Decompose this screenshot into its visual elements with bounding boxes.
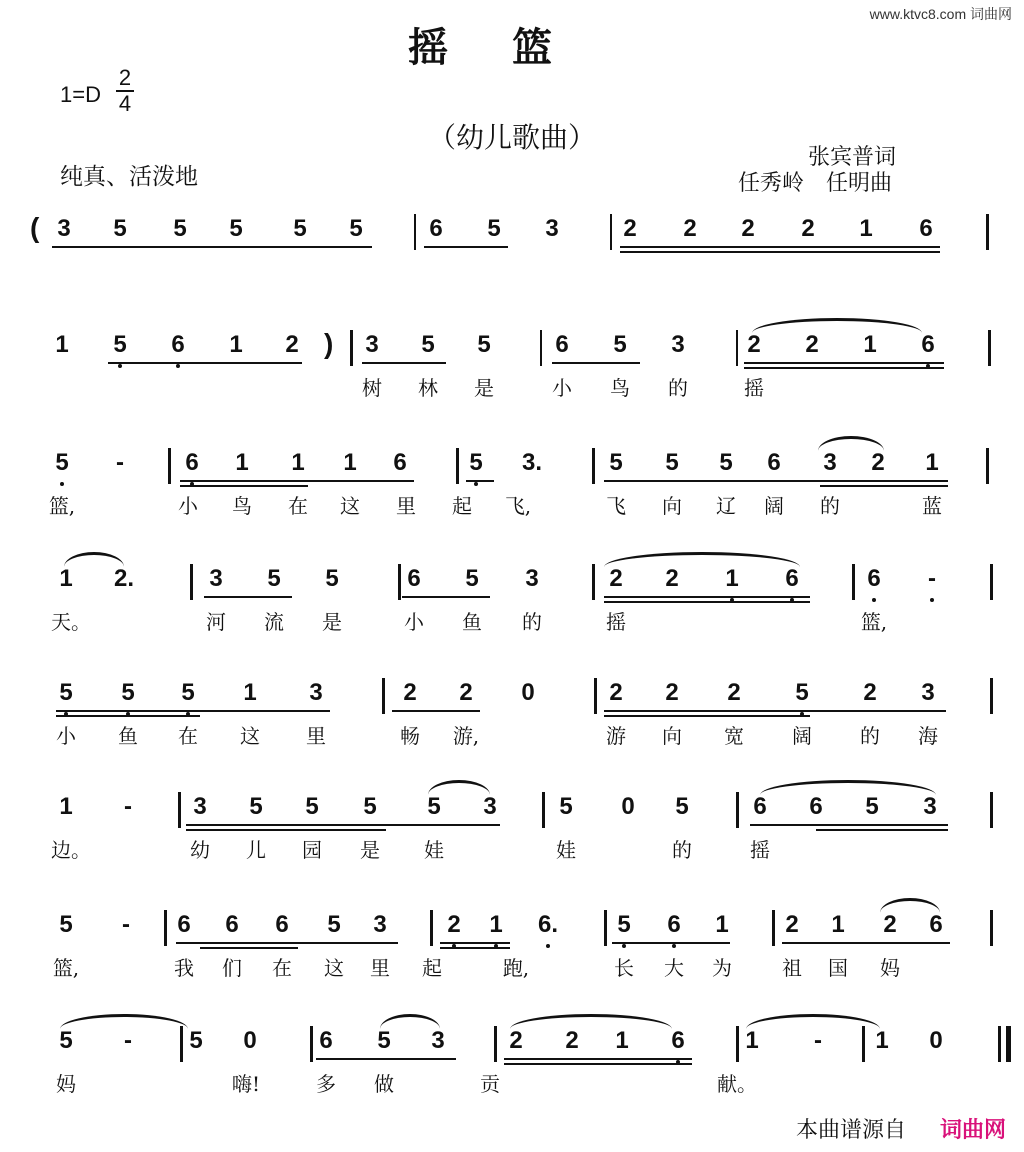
slur-arc [510,1014,672,1029]
jianpu-note: 3 [525,565,539,592]
underline-beam [604,715,810,717]
bar-line [350,330,353,366]
time-sig-bottom: 4 [118,91,132,116]
lyric-char: 跑, [502,956,530,980]
lyric-char: 飞, [504,494,532,518]
bar-line [164,910,167,946]
bar-line [382,678,385,714]
underline-beam [362,362,446,364]
underline-beam [612,942,730,944]
lyric-char: 妈 [880,956,900,980]
lyric-char: 献。 [717,1072,757,1096]
lyric-char: 做 [374,1072,394,1096]
jianpu-note: 1 [615,1027,629,1054]
jianpu-note: 1 [243,679,257,706]
lyric-char: 的 [522,610,542,634]
jianpu-note: 1 [59,793,73,820]
lyric-char: 多 [316,1072,336,1096]
lyric-char: 篮, [48,494,76,518]
bar-line [542,792,545,828]
underline-beam [56,710,330,712]
bar-line [986,448,989,484]
jianpu-note: 6 [177,911,191,938]
jianpu-note: 5 [461,448,491,478]
jianpu-note: 5 [421,331,435,358]
lyric-char: 河 [206,610,226,634]
lyric-char: 蓝 [922,494,942,518]
bar-line [736,792,739,828]
jianpu-note: 5 [59,1027,73,1054]
slur-arc [64,552,124,567]
jianpu-note: 2 [403,679,417,706]
jianpu-note: 5 [113,678,143,708]
jianpu-note: 5 [267,565,281,592]
jianpu-note: 6 [177,448,207,478]
lyric-char: 天。 [51,610,91,634]
jianpu-note: 6 [659,910,689,940]
jianpu-note: 6 [319,1027,333,1054]
jianpu-note: 0 [521,679,535,706]
lyric-char: 这 [324,956,344,980]
underline-beam [750,824,948,826]
lyric-char: 在 [272,956,292,980]
jianpu-note: 5 [609,449,623,476]
jianpu-note: 6 [429,215,443,242]
jianpu-note: 5 [293,215,307,242]
lyric-char: 小 [178,494,198,518]
jianpu-note: 3 [209,565,223,592]
jianpu-note: 6 [393,449,407,476]
bracket: ( [30,212,40,243]
jianpu-note: 5 [613,331,627,358]
jianpu-note: 2 [509,1027,523,1054]
bar-line [610,214,612,250]
lyric-char: 嗨! [231,1072,261,1096]
lyric-char: 是 [322,610,342,634]
slur-arc [428,780,490,795]
bar-line [168,448,171,484]
bar-line [736,1026,739,1062]
jianpu-note: - [814,1027,822,1054]
underline-beam [176,942,398,944]
lyric-char: 篮, [52,956,80,980]
bar-line [990,678,993,714]
underline-beam [180,480,414,482]
bar-line [494,1026,497,1062]
bar-line [990,910,993,946]
lyric-char: 边。 [51,838,91,862]
jianpu-note: 5 [51,678,81,708]
underline-beam [604,710,946,712]
time-signature [116,66,134,116]
underline-beam [108,362,302,364]
bar-line [998,1026,1001,1062]
lyric-char: 儿 [246,838,266,862]
jianpu-note: 5 [173,215,187,242]
lyric-char: 阔 [792,724,812,748]
jianpu-note: 6. [533,910,563,940]
jianpu-note: 2 [741,215,755,242]
song-subtitle: （幼儿歌曲） [427,121,596,154]
lyric-char: 篮, [860,610,888,634]
lyric-char: 的 [860,724,880,748]
underline-beam [552,362,640,364]
lyricist-credit: 张宾普词 [808,145,897,170]
bar-line [772,910,775,946]
lyric-char: 里 [396,494,416,518]
jianpu-note: 1 [343,449,357,476]
jianpu-note: 2 [871,449,885,476]
lyric-char: 鸟 [610,376,630,400]
lyric-char: 大 [664,956,684,980]
jianpu-note: 3 [373,911,387,938]
bar-line [862,1026,865,1062]
bar-line [604,910,607,946]
jianpu-note: 1 [925,449,939,476]
lyric-char: 鸟 [232,494,252,518]
lyric-char: 我 [174,956,194,980]
lyric-char: 飞 [606,494,626,518]
jianpu-note: 1 [481,910,511,940]
lyric-char: 国 [828,956,848,980]
slur-arc [752,318,922,333]
jianpu-note: 3. [521,449,542,476]
site-watermark: www.ktvc8.com 词曲网 [869,6,1012,22]
jianpu-note: 6 [663,1026,693,1056]
jianpu-note: 5 [609,910,639,940]
jianpu-note: 5 [173,678,203,708]
slur-arc [604,552,800,567]
jianpu-note: 3 [365,331,379,358]
bar-line [414,214,416,250]
jianpu-note: 2 [683,215,697,242]
jianpu-note: 5 [105,330,135,360]
lyric-char: 在 [178,724,198,748]
jianpu-note: 3 [545,215,559,242]
footer-source: 本曲谱源自 [795,1118,906,1143]
jianpu-note: 1 [875,1027,889,1054]
jianpu-note: 5 [249,793,263,820]
underline-beam [440,947,510,949]
bar-line [736,330,738,366]
underline-beam [604,596,810,598]
bar-line [310,1026,313,1062]
slur-arc [818,436,884,451]
lyric-char: 的 [820,494,840,518]
bar-line [986,214,989,250]
jianpu-note: 2 [623,215,637,242]
jianpu-note: 2 [665,679,679,706]
underline-beam [604,601,810,603]
bar-line [180,1026,183,1062]
jianpu-note: 2 [805,331,819,358]
lyric-char: 摇 [606,610,626,634]
jianpu-note: 5 [665,449,679,476]
lyric-char: 起 [452,494,472,518]
bar-line [540,330,542,366]
jianpu-note: 6 [777,564,807,594]
underline-beam [504,1063,692,1065]
jianpu-note: 5 [325,565,339,592]
lyric-char: 辽 [716,494,736,518]
jianpu-note: 6 [913,330,943,360]
jianpu-note: 6 [859,564,889,594]
jianpu-note: 2 [727,679,741,706]
bar-line [990,564,993,600]
jianpu-note: 1 [59,565,73,592]
lyric-char: 向 [662,494,682,518]
jianpu-note: 3 [823,449,837,476]
jianpu-note: 6 [407,565,421,592]
jianpu-note: 1 [55,331,69,358]
lyric-char: 林 [418,376,438,400]
lyric-char: 们 [222,956,242,980]
bar-line [190,564,193,600]
jianpu-note: 6 [275,911,289,938]
underline-beam [56,715,200,717]
underline-beam [782,942,950,944]
jianpu-note: 5 [305,793,319,820]
jianpu-note: 2 [609,565,623,592]
underline-beam [466,480,494,482]
lyric-char: 里 [306,724,326,748]
lyric-char: 是 [474,376,494,400]
jianpu-note: - [122,911,130,938]
jianpu-note: - [124,793,132,820]
jianpu-note: 3 [671,331,685,358]
bar-line [178,792,181,828]
jianpu-note: 1 [715,911,729,938]
jianpu-note: 3 [431,1027,445,1054]
jianpu-note: 5 [189,1027,203,1054]
slur-arc [760,780,936,795]
jianpu-note: 5 [229,215,243,242]
lyric-char: 这 [240,724,260,748]
jianpu-note: - [124,1027,132,1054]
final-bar-line [1006,1026,1011,1062]
underline-beam [316,1058,456,1060]
slur-arc [880,898,940,913]
lyric-char: 小 [552,376,572,400]
jianpu-note: 6 [555,331,569,358]
song-title: 摇篮 [408,24,616,71]
jianpu-note: 2 [439,910,469,940]
jianpu-note: 1 [831,911,845,938]
jianpu-note: 0 [243,1027,257,1054]
underline-beam [620,246,940,248]
jianpu-note: 5 [787,678,817,708]
lyric-char: 幼 [190,838,210,862]
underline-beam [52,246,372,248]
jianpu-note: 1 [745,1027,759,1054]
jianpu-note: 3 [921,679,935,706]
jianpu-note: 2 [747,331,761,358]
bar-line [592,448,595,484]
jianpu-note: 2 [785,911,799,938]
bar-line [594,678,597,714]
jianpu-note: 2 [285,331,299,358]
lyric-char: 鱼 [118,724,138,748]
lyric-char: 摇 [750,838,770,862]
jianpu-note: - [917,564,947,594]
slur-arc [380,1014,440,1029]
lyric-char: 娃 [556,838,576,862]
lyric-char: 起 [422,956,442,980]
jianpu-note: 5 [427,793,441,820]
jianpu-note: 2 [565,1027,579,1054]
bar-line [456,448,459,484]
bar-line [398,564,401,600]
lyric-char: 阔 [764,494,784,518]
jianpu-note: 2 [863,679,877,706]
lyric-char: 小 [404,610,424,634]
bar-line [990,792,993,828]
underline-beam [744,367,944,369]
jianpu-note: 2 [609,679,623,706]
slur-arc [60,1014,188,1029]
jianpu-note: 6 [809,793,823,820]
jianpu-note: 5 [719,449,733,476]
lyric-char: 海 [918,724,938,748]
jianpu-note: 2 [459,679,473,706]
jianpu-note: 5 [327,911,341,938]
lyric-char: 长 [614,956,634,980]
underline-beam [402,596,490,598]
underline-beam [744,362,944,364]
jianpu-note: 1 [291,449,305,476]
lyric-char: 流 [264,610,284,634]
slur-arc [746,1014,880,1029]
underline-beam [200,947,298,949]
jianpu-note: 0 [621,793,635,820]
underline-beam [186,824,500,826]
jianpu-note: - [116,449,124,476]
jianpu-note: 5 [465,565,479,592]
jianpu-note: 6 [767,449,781,476]
jianpu-note: 6 [919,215,933,242]
bar-line [592,564,595,600]
jianpu-note: 5 [487,215,501,242]
lyric-char: 向 [662,724,682,748]
jianpu-note: 6 [929,911,943,938]
jianpu-note: 1 [235,449,249,476]
lyric-char: 树 [362,376,382,400]
time-sig-top: 2 [118,65,132,90]
lyric-char: 娃 [424,838,444,862]
underline-beam [620,251,940,253]
lyric-char: 的 [672,838,692,862]
jianpu-note: 5 [675,793,689,820]
lyric-char: 这 [340,494,360,518]
jianpu-note: 1 [229,331,243,358]
underline-beam [440,942,510,944]
jianpu-note: 1 [717,564,747,594]
bar-line [430,910,433,946]
lyric-char: 是 [360,838,380,862]
lyric-char: 鱼 [462,610,482,634]
jianpu-note: 5 [377,1027,391,1054]
lyric-char: 摇 [744,376,764,400]
jianpu-note: 5 [349,215,363,242]
lyric-char: 为 [712,956,732,980]
underline-beam [816,829,948,831]
jianpu-note: 1 [859,215,873,242]
underline-beam [186,829,386,831]
bar-line [988,330,991,366]
jianpu-note: 2 [883,911,897,938]
jianpu-note: 5 [559,793,573,820]
tempo-marking: 纯真、活泼地 [60,164,198,190]
jianpu-note: 3 [193,793,207,820]
lyric-char: 祖 [782,956,802,980]
lyric-char: 的 [668,376,688,400]
bracket: ) [324,328,334,359]
underline-beam [180,485,308,487]
footer-brand: 词曲网 [939,1118,1006,1143]
jianpu-note: 2 [665,565,679,592]
lyric-char: 里 [370,956,390,980]
underline-beam [820,485,948,487]
jianpu-note: 6 [163,330,193,360]
jianpu-note: 2 [801,215,815,242]
underline-beam [604,480,948,482]
underline-beam [504,1058,692,1060]
jianpu-note: 1 [863,331,877,358]
underline-beam [392,710,480,712]
key-signature: 1=D [60,82,101,107]
bar-line [852,564,855,600]
jianpu-note: 2. [113,565,134,592]
jianpu-note: 5 [59,911,73,938]
composer-credit: 任秀岭 任明曲 [738,171,893,196]
jianpu-note: 0 [929,1027,943,1054]
lyric-char: 宽 [724,724,744,748]
lyric-char: 园 [302,838,322,862]
jianpu-note: 3 [923,793,937,820]
jianpu-note: 5 [865,793,879,820]
jianpu-note: 5 [477,331,491,358]
jianpu-note: 5 [113,215,127,242]
underline-beam [424,246,508,248]
jianpu-note: 5 [47,448,77,478]
jianpu-note: 6 [753,793,767,820]
lyric-char: 小 [56,724,76,748]
lyric-char: 贡 [480,1072,500,1096]
underline-beam [204,596,292,598]
lyric-char: 畅 [400,724,420,748]
lyric-char: 游 [606,724,626,748]
lyric-char: 游, [452,724,480,748]
lyric-char: 在 [288,494,308,518]
jianpu-note: 3 [309,679,323,706]
jianpu-note: 5 [363,793,377,820]
jianpu-note: 3 [483,793,497,820]
lyric-char: 妈 [56,1072,76,1096]
jianpu-note: 6 [225,911,239,938]
jianpu-note: 3 [57,215,71,242]
